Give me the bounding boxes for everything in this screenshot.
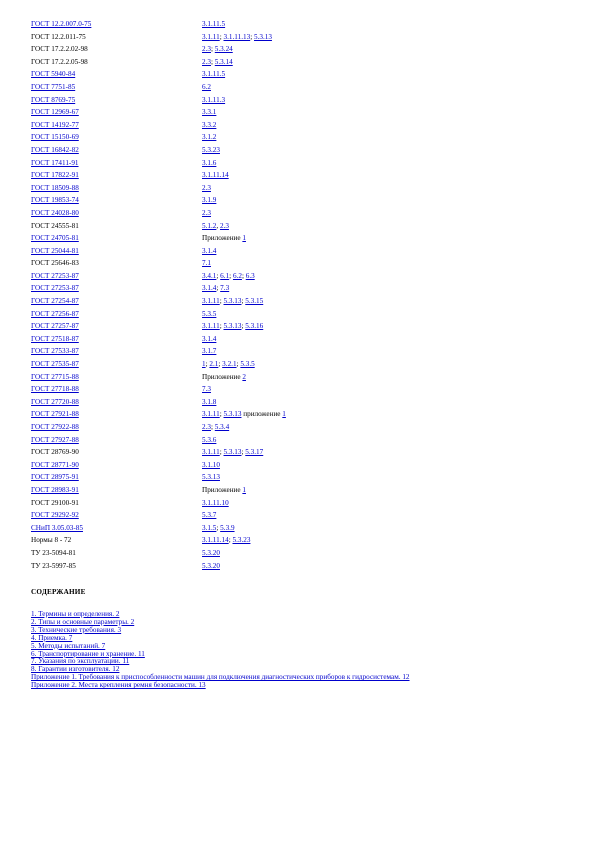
clause-link[interactable]: 3.1.11.10 [202,498,229,507]
clause-cell [202,169,502,182]
clause-text: ; [210,423,215,431]
clause-cell [202,547,502,560]
document-cell [31,484,202,497]
clause-link[interactable]: 3.1.11.13 [223,32,251,41]
table-row [31,295,502,308]
clause-link[interactable]: 3.3.1 [202,108,217,117]
clause-link[interactable]: 1 [242,485,246,494]
document-name: ГОСТ 17.2.2.05-98 [31,57,88,66]
clause-cell [202,345,502,358]
clause-link[interactable]: 2.3 [202,57,211,66]
clause-link[interactable]: 3.1.7 [202,347,217,356]
table-row [31,371,502,384]
clause-text: ; [250,32,254,41]
clause-link[interactable]: 3.1.8 [202,397,217,406]
clause-link[interactable]: 6.3 [245,271,255,280]
document-link[interactable]: ГОСТ 27257-87 [31,322,79,331]
clause-link[interactable]: 5.3.5 [202,309,217,318]
document-link[interactable]: ГОСТ 25044-81 [31,246,79,255]
clause-text: ; [219,32,224,41]
clause-cell [202,421,502,434]
clause-cell [202,94,502,107]
table-row [31,194,502,207]
clause-link[interactable]: 2.3 [202,208,211,217]
toc-link[interactable]: 1. Термины и определения. 2 [31,610,120,618]
document-cell [31,43,202,56]
table-row [31,471,502,484]
table-row [31,383,502,396]
document-cell [31,220,202,233]
clause-text: ; [219,448,224,457]
document-cell [31,131,202,144]
toc-link[interactable]: 2. Типы и основные параметры. 2 [31,617,135,626]
document-cell [31,547,202,560]
table-row [31,509,502,522]
clause-cell [202,383,502,396]
document-link[interactable]: ГОСТ 27720-88 [31,397,79,406]
clause-cell [202,18,502,31]
document-cell [31,245,202,258]
clause-link[interactable]: 5.3.15 [245,297,264,306]
clause-cell [202,157,502,170]
clause-link[interactable]: 3.2.1 [222,360,237,369]
table-row [31,270,502,283]
clause-link[interactable]: 7.3 [220,284,230,293]
clause-text: ; [205,360,210,369]
document-name: ГОСТ 17.2.2.02-98 [31,45,88,54]
document-cell [31,232,202,245]
clause-link[interactable]: 3.1.4 [202,284,217,293]
document-link[interactable]: ГОСТ 18509-88 [31,183,79,192]
toc-link[interactable]: 7. Указания по эксплуатации. 11 [31,657,130,666]
clause-link[interactable]: 3.4.1 [202,271,217,280]
clause-link[interactable]: 2.3 [202,423,211,431]
document-link[interactable]: ГОСТ 27718-88 [31,385,79,394]
document-cell [31,169,202,182]
clause-text: ; [241,448,246,457]
clause-link[interactable]: 7.3 [202,385,211,394]
clause-link[interactable]: 5.3.4 [214,423,230,431]
document-link[interactable]: ГОСТ 27927-88 [31,435,79,444]
document-cell [31,459,202,472]
clause-cell [202,446,502,459]
clause-link[interactable]: 5.3.7 [202,511,217,520]
table-row [31,56,502,69]
document-cell [31,345,202,358]
table-row [31,434,502,447]
document-name: Нормы 8 - 72 [31,536,72,545]
document-link[interactable]: ГОСТ 17822-91 [31,171,79,180]
document-cell [31,257,202,270]
document-link[interactable]: ГОСТ 14192-77 [31,120,79,129]
document-cell [31,68,202,81]
toc-link[interactable]: Приложение 2. Места крепления ремня безопасности. 13 [31,681,206,690]
clause-link[interactable]: 3.1.11 [202,322,220,331]
clause-cell [202,220,502,233]
clause-link[interactable]: 3.1.2 [202,133,217,142]
document-cell [31,94,202,107]
clause-link[interactable]: 2 [242,372,246,381]
clause-link[interactable]: 5.3.9 [220,523,235,532]
document-cell [31,471,202,484]
document-cell [31,408,202,421]
document-cell [31,560,202,573]
clause-link[interactable]: 3.1.4 [202,334,217,343]
document-link[interactable]: ГОСТ 24705-81 [31,234,79,243]
table-row [31,358,502,371]
clause-link[interactable]: 2.3 [202,45,211,54]
table-row [31,81,502,94]
clause-cell [202,81,502,94]
document-cell [31,434,202,447]
clause-cell [202,534,502,547]
document-link[interactable]: ГОСТ 28771-90 [31,460,79,469]
clause-text: ; [228,536,233,545]
table-row [31,31,502,44]
clause-text: ; [236,360,241,369]
document-link[interactable]: ГОСТ 19853-74 [31,196,79,205]
toc-link[interactable]: Приложение 1. Требования к приспособленности машин для подключения диагностических приборов к гидросистемам. 12 [31,673,410,682]
clause-cell [202,282,502,295]
clause-cell [202,232,502,245]
document-name: ГОСТ 28769-90 [31,448,79,457]
toc-link[interactable]: 5. Методы испытаний. 7 [31,641,106,650]
clause-text: Приложение [202,485,243,494]
table-row [31,421,502,434]
table-row [31,119,502,132]
document-cell [31,371,202,384]
clause-link[interactable]: 3.1.5 [202,523,217,532]
table-row [31,345,502,358]
clause-cell [202,471,502,484]
clause-text: ; [241,297,246,306]
table-row [31,106,502,119]
document-link[interactable]: ГОСТ 27253-87 [31,271,79,280]
document-link[interactable]: ГОСТ 28975-91 [31,473,79,482]
document-link[interactable]: ГОСТ 5940-84 [31,70,76,79]
toc-heading: СОДЕРЖАНИЕ [31,588,86,596]
document-link[interactable]: ГОСТ 28983-91 [31,485,79,494]
clause-link[interactable]: 2.3 [219,221,229,230]
document-link[interactable]: ГОСТ 17411-91 [31,158,79,167]
table-row [31,157,502,170]
clause-cell [202,509,502,522]
clause-cell [202,308,502,321]
clause-link[interactable]: 3.1.9 [202,196,217,205]
document-cell [31,282,202,295]
clause-cell [202,560,502,573]
table-row [31,144,502,157]
clause-cell [202,68,502,81]
document-cell [31,534,202,547]
document-cell [31,421,202,434]
toc-link[interactable]: 8. Гарантии изготовителя. 12 [31,665,120,674]
clause-cell [202,434,502,447]
clause-link[interactable]: 2.1 [209,360,219,369]
table-row [31,68,502,81]
clause-text: ; [210,57,215,66]
table-row [31,459,502,472]
document-link[interactable]: ГОСТ 27518-87 [31,334,79,343]
clause-text: ; [219,322,224,331]
document-link[interactable]: ГОСТ 27533-87 [31,347,79,356]
clause-link[interactable]: 3.1.11.14 [202,536,229,545]
table-of-contents [31,611,410,690]
clause-link[interactable]: 2.3 [202,183,211,192]
document-cell [31,497,202,510]
clause-cell [202,270,502,283]
clause-cell [202,119,502,132]
clause-link[interactable]: 6.1 [220,271,230,280]
clause-cell [202,245,502,258]
document-cell [31,207,202,220]
table-row [31,497,502,510]
document-cell [31,106,202,119]
clause-link[interactable]: 5.3.14 [214,57,233,66]
clause-link[interactable]: 3.1.10 [202,460,220,469]
document-name: ТУ 23-5094-81 [31,548,76,557]
table-row [31,534,502,547]
clause-text: Приложение [202,372,243,381]
clause-link[interactable]: 5.3.13 [223,448,242,457]
references-table [31,18,502,572]
document-link[interactable]: СНиП 3.05.03-85 [31,523,83,532]
clause-cell [202,31,502,44]
clause-cell [202,257,502,270]
clause-link[interactable]: 3.1.11 [202,410,220,419]
references-table-body [31,18,502,572]
document-cell [31,270,202,283]
clause-text: ; [216,284,221,293]
document-name: ГОСТ 12.2.011-75 [31,32,86,41]
clause-link[interactable]: 5.3.24 [214,45,233,54]
clause-text: Приложение [202,234,243,243]
document-link[interactable]: ГОСТ 27256-87 [31,309,79,318]
table-row [31,408,502,421]
clause-link[interactable]: 3.1.4 [202,246,217,255]
document-cell [31,295,202,308]
clause-cell [202,459,502,472]
clause-link[interactable]: 5.3.23 [202,145,220,154]
clause-cell [202,522,502,535]
clause-link[interactable]: 5.3.16 [245,322,264,331]
document-link[interactable]: ГОСТ 12.2.007.0-75 [31,20,92,28]
document-link[interactable]: ГОСТ 16842-82 [31,145,79,154]
table-row [31,131,502,144]
document-cell [31,182,202,195]
table-row [31,484,502,497]
document-cell [31,308,202,321]
clause-link[interactable]: 3.1.11 [202,297,220,306]
clause-link[interactable]: 5.3.5 [240,360,255,369]
clause-cell [202,207,502,220]
clause-cell [202,56,502,69]
clause-cell [202,333,502,346]
table-row [31,207,502,220]
document-link[interactable]: ГОСТ 27715-88 [31,372,79,381]
table-row [31,547,502,560]
clause-link[interactable]: 5.3.13 [223,297,242,306]
clause-link[interactable]: 5.3.13 [202,473,220,482]
clause-text: ; [241,271,246,280]
document-cell [31,396,202,409]
document-name: ГОСТ 29100-91 [31,498,79,507]
document-link[interactable]: ГОСТ 7751-85 [31,82,76,91]
clause-text: ; [216,271,221,280]
toc-link[interactable]: 3. Технические требования. 3 [31,625,122,634]
clause-link[interactable]: 5.3.13 [223,410,242,419]
clause-link[interactable]: 3.1.11.5 [202,70,226,79]
clause-link[interactable]: 6.2 [202,82,211,91]
document-name: ГОСТ 25646-83 [31,259,79,268]
table-row [31,232,502,245]
document-cell [31,31,202,44]
table-row [31,560,502,573]
table-row [31,396,502,409]
clause-cell [202,43,502,56]
clause-link[interactable]: 3.1.11.5 [202,20,226,28]
table-row [31,446,502,459]
document-cell [31,446,202,459]
table-row [31,320,502,333]
document-link[interactable]: ГОСТ 27254-87 [31,297,79,306]
clause-link[interactable]: 3.1.11.14 [202,171,229,180]
clause-link[interactable]: 1 [242,234,246,243]
clause-text: ; [241,322,246,331]
document-cell [31,333,202,346]
document-cell [31,320,202,333]
clause-text: ; [216,523,221,532]
table-row [31,522,502,535]
clause-cell [202,144,502,157]
clause-cell [202,408,502,421]
document-cell [31,383,202,396]
clause-cell [202,182,502,195]
clause-link[interactable]: 5.3.13 [253,32,272,41]
document-cell [31,522,202,535]
clause-text: ; [218,360,223,369]
clause-cell [202,396,502,409]
clause-link[interactable]: 3.1.11 [202,448,220,457]
toc-link[interactable]: 4. Приемка. 7 [31,633,73,642]
clause-link[interactable]: 3.1.6 [202,158,217,167]
document-cell [31,18,202,31]
clause-link[interactable]: 5.1.2 [202,221,217,230]
clause-link[interactable]: 5.3.6 [202,435,217,444]
clause-link[interactable]: 3.1.11.3 [202,95,226,104]
clause-cell [202,194,502,207]
clause-link[interactable]: 7.1 [202,259,211,268]
document-cell [31,157,202,170]
table-row [31,169,502,182]
clause-link[interactable]: 3.1.11 [202,32,220,41]
clause-cell [202,295,502,308]
clause-link[interactable]: 5.3.17 [245,448,264,457]
toc-link[interactable]: 6. Транспортирование и хранение. 11 [31,649,145,658]
table-row [31,257,502,270]
table-row [31,182,502,195]
table-row [31,245,502,258]
clause-link[interactable]: 5.3.23 [232,536,251,545]
table-row [31,43,502,56]
clause-link[interactable]: 6.2 [232,271,242,280]
clause-text: ; [219,297,224,306]
document-link[interactable]: ГОСТ 8769-75 [31,95,76,104]
document-link[interactable]: ГОСТ 12969-67 [31,108,79,117]
document-cell [31,56,202,69]
document-link[interactable]: ГОСТ 29292-92 [31,511,79,520]
clause-link[interactable]: 1 [202,360,206,369]
document-cell [31,144,202,157]
document-link[interactable]: ГОСТ 15150-69 [31,133,79,142]
clause-link[interactable]: 5.3.20 [202,561,220,570]
document-link[interactable]: ГОСТ 27922-88 [31,423,79,431]
clause-cell [202,358,502,371]
clause-cell [202,484,502,497]
clause-link[interactable]: 5.3.20 [202,548,220,557]
table-row [31,220,502,233]
document-link[interactable]: ГОСТ 24028-80 [31,208,79,217]
clause-link[interactable]: 5.3.13 [223,322,242,331]
document-link[interactable]: ГОСТ 27921-88 [31,410,79,419]
clause-text: ; [219,410,224,419]
document-cell [31,119,202,132]
clause-cell [202,131,502,144]
table-row [31,282,502,295]
clause-cell [202,371,502,384]
clause-link[interactable]: 3.3.2 [202,120,217,129]
document-link[interactable]: ГОСТ 27253-87 [31,284,79,293]
clause-cell [202,320,502,333]
clause-text: ; [229,271,233,280]
clause-text: , [216,221,220,230]
table-row [31,308,502,321]
table-row [31,94,502,107]
document-cell [31,358,202,371]
document-name: ТУ 23-5997-85 [31,561,76,570]
clause-cell [202,497,502,510]
document-cell [31,509,202,522]
clause-link[interactable]: 1 [282,410,286,419]
document-name: ГОСТ 24555-81 [31,221,79,230]
clause-text: приложение [241,410,283,419]
clause-text: ; [210,45,215,54]
document-cell [31,194,202,207]
clause-cell [202,106,502,119]
table-row [31,18,502,31]
document-link[interactable]: ГОСТ 27535-87 [31,360,79,369]
table-row [31,333,502,346]
document-cell [31,81,202,94]
